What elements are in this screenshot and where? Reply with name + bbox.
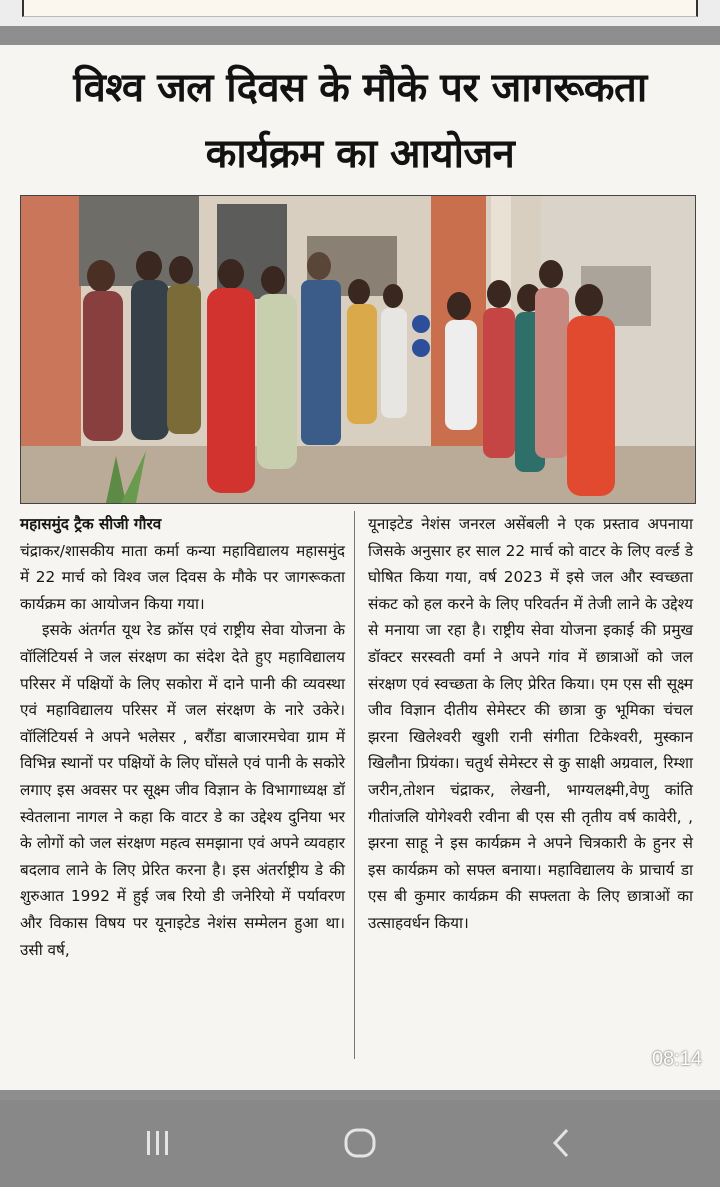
headline-line-1: विश्व जल दिवस के मौके पर जागरूकता <box>73 65 647 111</box>
recent-apps-icon <box>141 1128 175 1158</box>
home-icon <box>342 1127 378 1159</box>
android-navigation-bar <box>0 1100 720 1187</box>
article-paragraph: यूनाइटेड नेशंस जनरल असेंबली ने एक प्रस्ताव अपनाया जिसके अनुसार हर साल 22 मार्च को वाटर के लिए वर्ल्ड डे घोषित किया गया, वर्ष 2023 में इसे जल और स्वच्छता संकट को हल करने के लिए परिवर्तन में तेजी लाने के उद्देश्य से मनाया जा रहा है। राष्ट्रीय सेवा योजना इकाई की प्रमुख डॉक्टर सरस्वती वर्मा ने अपने गांव में छात्राओं को जल संरक्षण एवं स्वच्छता के लिए प्रेरित किया। एम एस सी सूक्ष्म जीव विज्ञान दीतीय सेमेस्टर की छात्रा कु भूमिका चंचल झरना खिलेश्वरी खुशी रानी संगीता टिकेश्वरी, मुस्कान खिलौना प्रियंका। चतुर्थ सेमेस्टर से कु साक्षी अग्रवाल, रिम्शा जरीन,तोशन चंद्राकर, लेखनी, भाग्यलक्ष्मी,वेणु कांति गीतांजलि योगेश्वरी रवीना बी एस सी तृतीय वर्ष कावेरी, , झरना साहू ने इस कार्यक्रम ने अपने चित्रकारी के हुनर से इस कार्यक्रम को सफ्ल बनाया। महाविद्यालय के प्राचार्य डा एस बी कुमार कार्यक्रम की सफ्लता के लिए छात्राओं का उत्साहवर्धन किया। <box>368 515 693 932</box>
video-timestamp: 08:14 <box>651 1048 702 1070</box>
home-button[interactable] <box>330 1118 390 1168</box>
previous-page-strip <box>0 0 720 26</box>
byline: महासमुंद ट्रैक सीजी गौरव <box>20 515 162 533</box>
event-photo <box>20 195 696 504</box>
article-column-left <box>20 511 345 963</box>
column-divider <box>354 511 355 1059</box>
article-paragraph: इसके अंतर्गत यूथ रेड क्रॉस एवं राष्ट्रीय सेवा योजना के वॉलिंटियर्स ने जल संरक्षण का संदेश देते हुए महाविद्यालय परिसर में पक्षियों के लिए सकोरा में दाने पानी की व्यवस्था एवं महाविद्यालय परिसर में जल संरक्षण के नारे उकेरे। वॉलिंटियर्स ने अपने भलेसर , बरौंडा बाजारमचेवा ग्राम में विभिन्न स्थानों पर पक्षियों के लिए घोंसले एवं पानी के सकोरे लगाए इस अवसर पर सूक्ष्म जीव विज्ञान के विभागाध्यक्ष डॉ स्वेतलाना नागल ने कहा कि वाटर डे का उद्देश्य दुनिया भर के लोगों को जल संरक्षण महत्व समझाना एवं अपने व्यवहार बदलाव लाने के लिए प्रेरित करना है। इस अंतर्राष्ट्रीय डे की शुरुआत 1992 में हुई जब रियो डी जनेरियो में पर्यावरण और विकास विषय पर यूनाइटेड नेशंस सम्मेलन हुआ था। उसी वर्ष, <box>20 621 345 959</box>
recent-apps-button[interactable] <box>128 1118 188 1168</box>
previous-clipping-edge <box>22 0 698 17</box>
article-paragraph: चंद्राकर/शासकीय माता कर्मा कन्या महाविद्यालय महासमुंद में 22 मार्च को विश्व जल दिवस के मौके पर जागरूकता कार्यक्रम का आयोजन किया गया। <box>20 541 345 613</box>
headline <box>0 55 720 187</box>
back-icon <box>547 1127 577 1159</box>
headline-line-2: कार्यक्रम का आयोजन <box>205 131 515 177</box>
event-photo-illustration <box>21 196 695 503</box>
article-column-right <box>368 511 693 937</box>
newspaper-clipping <box>0 45 720 1090</box>
back-button[interactable] <box>532 1118 592 1168</box>
